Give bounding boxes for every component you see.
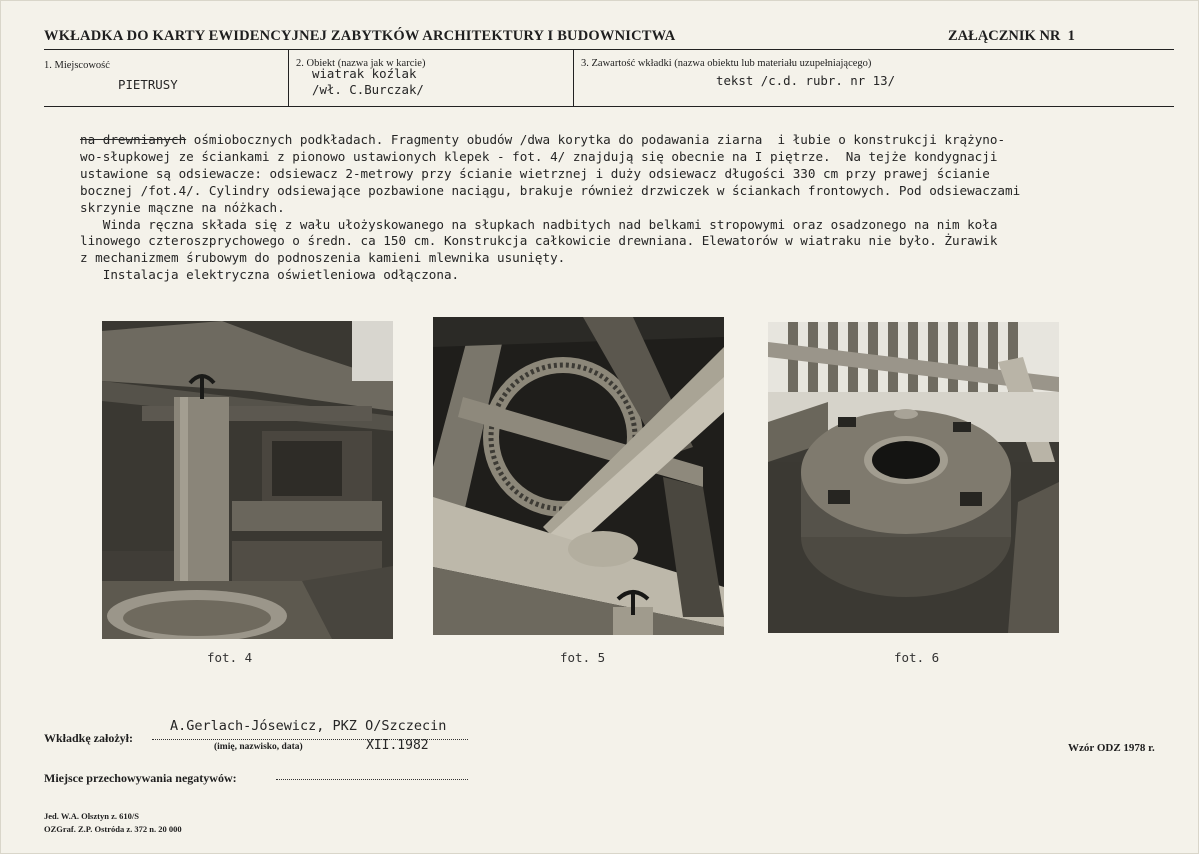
locality-label: 1. Miejscowość [44,60,110,71]
object-label: 2. Obiekt (nazwa jak w karcie) [296,58,426,69]
annex-number: 1 [1067,28,1075,44]
description-text [80,132,1190,284]
description-line-4: bocznej /fot.4/. Cylindry odsiewające pozbawione naciągu, brakuje również drzwiczek w ściankach frontowych. Pod odsiewaczami [80,182,1021,198]
founded-date: XII.1982 [366,738,429,753]
print-info-1: Jed. W.A. Olsztyn z. 610/S [44,811,139,821]
caption-photo-4: fot. 4 [207,650,253,665]
print-info-2: OZGraf. Z.P. Ostróda z. 372 n. 20 000 [44,824,182,834]
description-line-2: wo-słupkowej ze ściankami z pionowo ustawionych klepek - fot. 4/ znajdują się obecnie na I piętrze. Na tejże kondygnacji [80,148,998,164]
description-line-5: skrzynie mączne na nóżkach. [80,199,285,215]
form-title: WKŁADKA DO KARTY EWIDENCYJNEJ ZABYTKÓW ARCHITEKTURY I BUDOWNICTWA [44,28,676,44]
description-line-8: z mechanizmem śrubowym do podnoszenia kamieni mlewnika usunięty. [80,250,566,266]
description-line-7: linowego czteroszprychowego o średn. ca 150 cm. Konstrukcja całkowicie drewniana. Elewatorów w wiatraku nie było. Żurawik [80,233,998,249]
object-value-line1: wiatrak koźlak [312,66,417,81]
photo-5 [433,317,724,635]
annex-text: ZAŁĄCZNIK NR [948,28,1061,44]
description-line-3: ustawione są odsiewacze: odsiewacz 2-metrowy przy ścianie wietrznej i duży odsiewacz długości 330 cm przy prawej ścianie [80,165,990,181]
field-divider-2 [573,50,574,106]
header-rule [44,49,1174,50]
caption-photo-5: fot. 5 [560,650,606,665]
form-version: Wzór ODZ 1978 r. [1068,742,1155,754]
description-line-6: Winda ręczna składa się z wału ułożyskowanego na słupkach nadbitych nad belkami stropowymi oraz osadzonego na nim koła [80,216,998,232]
photo-6 [768,322,1059,633]
photo-4 [102,321,393,639]
founded-label: Wkładkę założył: [44,731,133,745]
content-label: 3. Zawartość wkładki (nazwa obiektu lub materiału uzupełniającego) [581,58,872,69]
caption-photo-6: fot. 6 [894,650,940,665]
annex-label [948,28,1075,45]
field-divider-1 [288,50,289,106]
description-line-9: Instalacja elektryczna oświetleniowa odłączona. [80,267,460,283]
storage-underline [276,779,468,780]
struck-text: na drewnianych [80,132,187,147]
description-line-1 [80,132,1190,149]
description-line-1-text: ośmiobocznych podkładach. Fragmenty obudów /dwa korytka do podawania ziarna i łubie o konstrukcji krążyno- [186,132,1006,147]
content-value: tekst /c.d. rubr. nr 13/ [716,73,896,88]
founded-value: A.Gerlach-Jósewicz, PKZ O/Szczecin [170,718,447,734]
object-value-line2: /wł. C.Burczak/ [312,82,424,97]
locality-value: PIETRUSY [118,77,178,92]
founded-sublabel: (imię, nazwisko, data) [214,742,303,752]
storage-label: Miejsce przechowywania negatywów: [44,771,237,785]
fields-rule [44,106,1174,107]
